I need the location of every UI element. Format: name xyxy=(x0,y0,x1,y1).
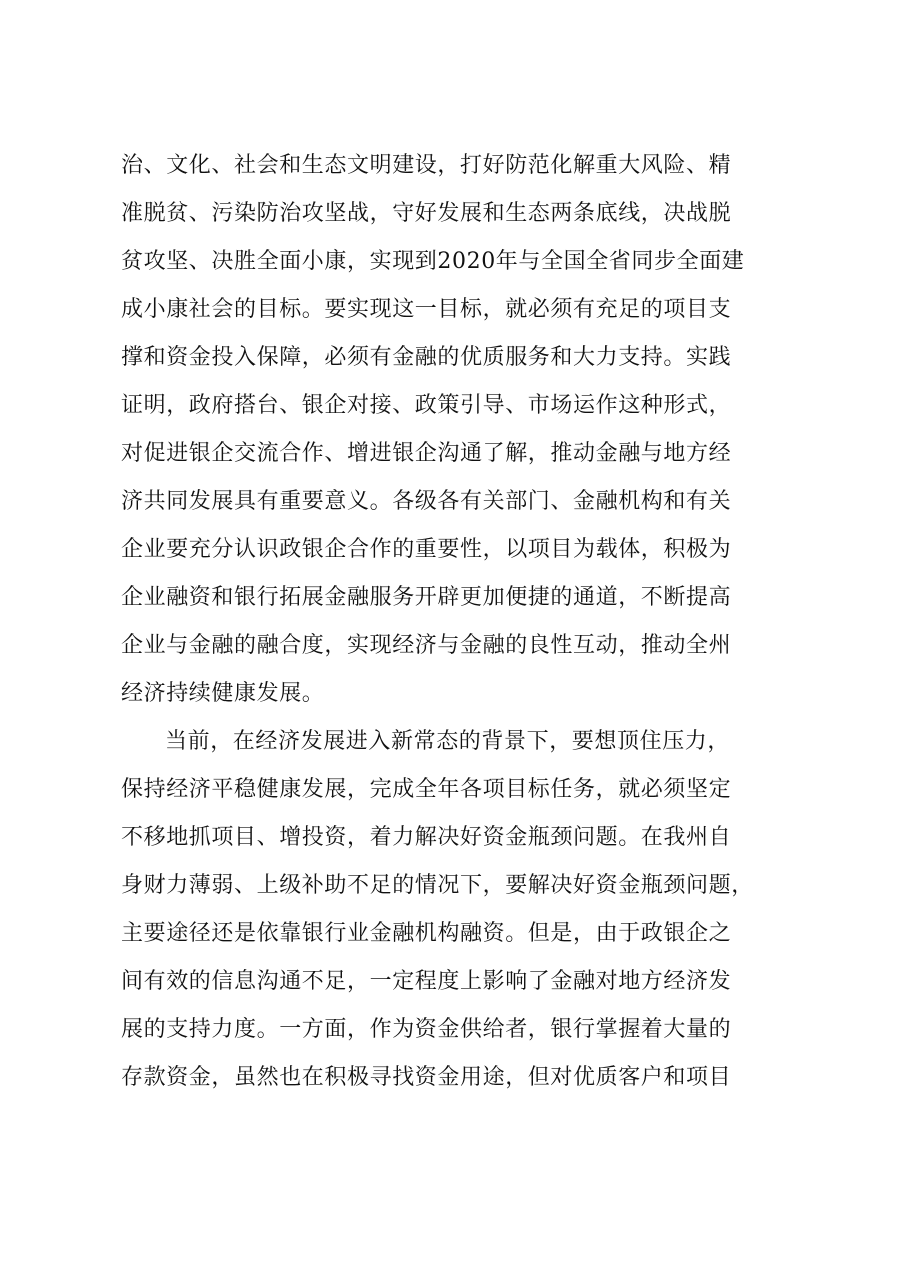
paragraph-line: 撑和资金投入保障，必须有金融的优质服务和大力支持。实践 xyxy=(121,345,732,370)
paragraph-line: 经济持续健康发展。 xyxy=(121,681,325,706)
paragraph-line: 身财力薄弱、上级补助不足的情况下，要解决好资金瓶颈问题， xyxy=(121,873,754,898)
paragraph-line: 企业要充分认识政银企合作的重要性，以项目为载体，积极为 xyxy=(121,537,732,562)
paragraph-line: 企业融资和银行拓展金融服务开辟更加便捷的通道，不断提高 xyxy=(121,585,732,610)
paragraph-line: 主要途径还是依靠银行业金融机构融资。但是，由于政银企之 xyxy=(121,921,732,946)
paragraph-line: 准脱贫、污染防治攻坚战，守好发展和生态两条底线，决战脱 xyxy=(121,201,732,226)
paragraph-line: 证明，政府搭台、银企对接、政策引导、市场运作这种形式， xyxy=(121,393,732,418)
paragraph-line: 成小康社会的目标。要实现这一目标，就必须有充足的项目支 xyxy=(121,297,732,322)
paragraph-line: 存款资金，虽然也在积极寻找资金用途，但对优质客户和项目 xyxy=(121,1065,732,1090)
paragraph-line: 企业与金融的融合度，实现经济与金融的良性互动，推动全州 xyxy=(121,633,732,658)
paragraph-line: 对促进银企交流合作、增进银企沟通了解，推动金融与地方经 xyxy=(121,441,732,466)
paragraph-line: 间有效的信息沟通不足，一定程度上影响了金融对地方经济发 xyxy=(121,969,732,994)
body-text xyxy=(121,142,801,1102)
paragraph-line: 济共同发展具有重要意义。各级各有关部门、金融机构和有关 xyxy=(121,489,732,514)
paragraph-line: 保持经济平稳健康发展，完成全年各项目标任务，就必须坚定 xyxy=(121,777,732,802)
paragraph-line: 不移地抓项目、增投资，着力解决好资金瓶颈问题。在我州自 xyxy=(121,825,732,850)
paragraph-first-line: 当前，在经济发展进入新常态的背景下，要想顶住压力， xyxy=(165,729,731,754)
paragraph-line: 展的支持力度。一方面，作为资金供给者，银行掌握着大量的 xyxy=(121,1017,732,1042)
paragraph-line: 贫攻坚、决胜全面小康，实现到2020年与全国全省同步全面建 xyxy=(121,249,745,274)
paragraph-line: 治、文化、社会和生态文明建设，打好防范化解重大风险、精 xyxy=(121,153,732,178)
